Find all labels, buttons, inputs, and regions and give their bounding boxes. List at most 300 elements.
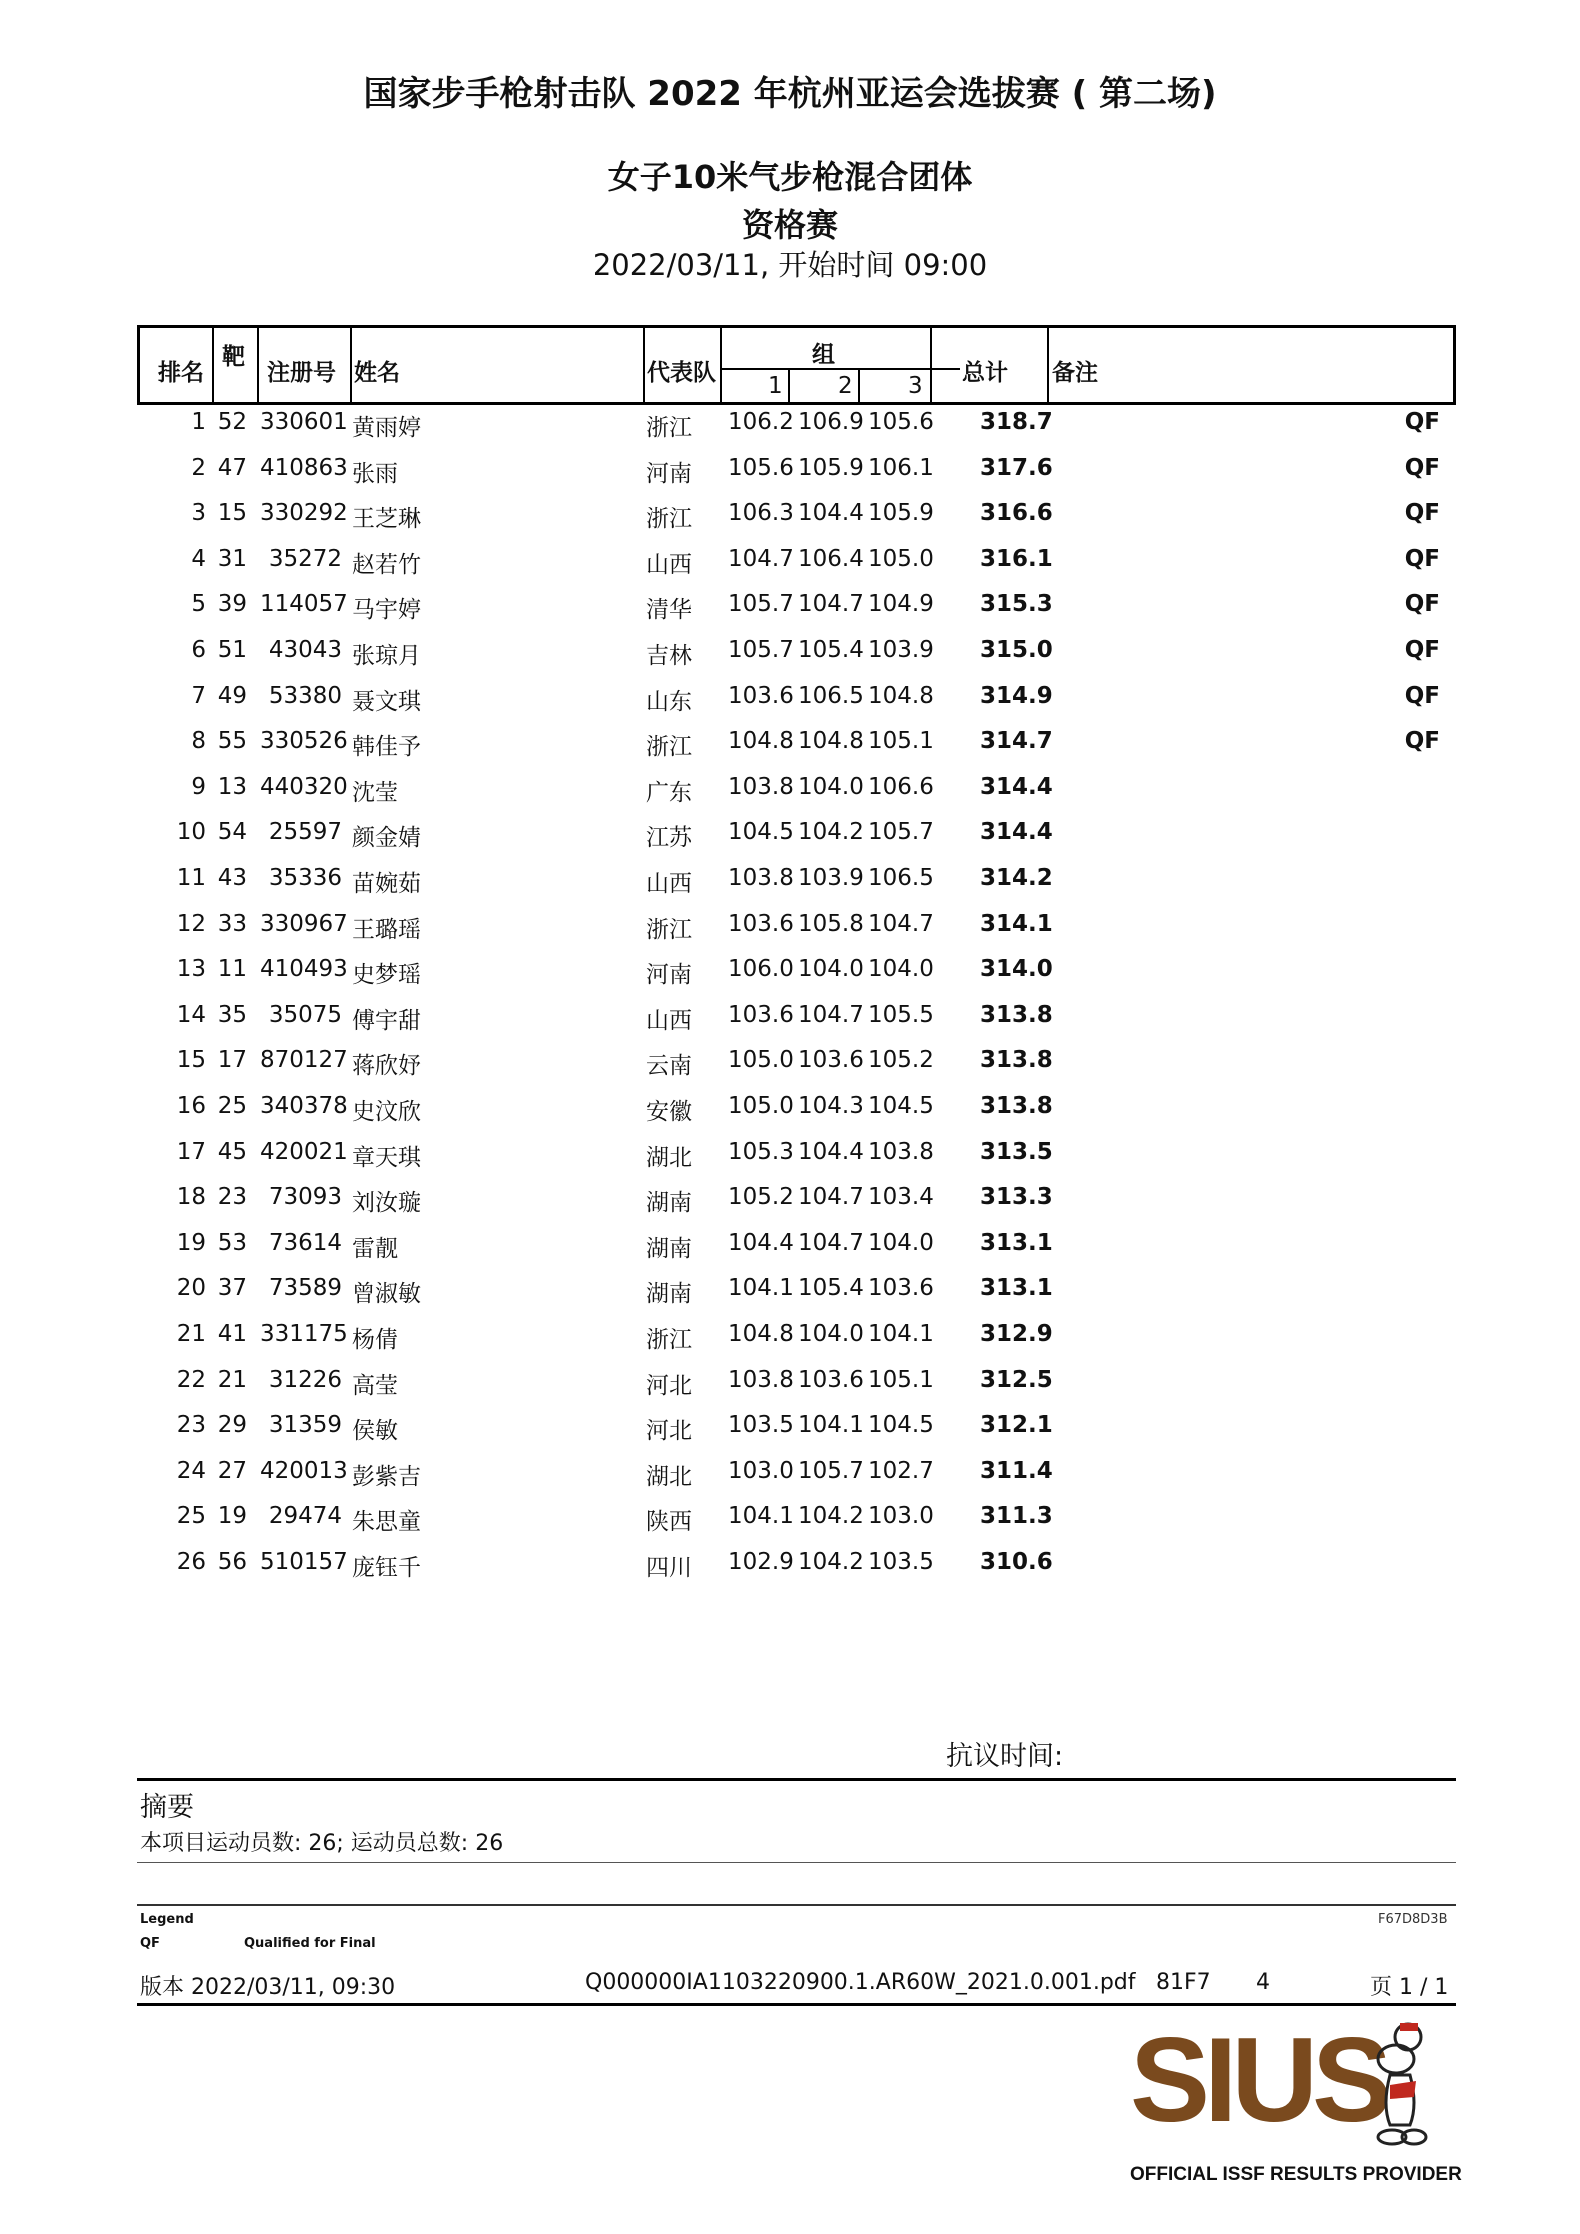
total-stub-line <box>930 368 960 370</box>
cell-reg: 35075 <box>268 1001 342 1028</box>
table-row <box>0 546 1580 591</box>
cell-rank: 4 <box>191 545 206 572</box>
cell-total: 313.8 <box>980 1093 1053 1119</box>
table-row <box>0 500 1580 545</box>
cell-team: 广东 <box>646 779 692 806</box>
cell-total: 311.3 <box>980 1503 1053 1530</box>
footer-version: 版本 2022/03/11, 09:30 <box>140 1975 396 2000</box>
cell-rank: 17 <box>176 1138 206 1165</box>
cell-team: 山东 <box>646 688 692 715</box>
cell-rank: 13 <box>176 956 206 983</box>
cell-s1: 106.0 <box>728 956 794 983</box>
summary-text: 本项目运动员数: 26; 运动员总数: 26 <box>140 1831 504 1856</box>
cell-s2: 106.5 <box>798 682 864 709</box>
cell-reg: 420021 <box>260 1138 348 1165</box>
cell-reg: 31359 <box>268 1412 342 1439</box>
cell-reg: 420013 <box>260 1457 348 1484</box>
cell-name: 蒋欣妤 <box>352 1053 421 1080</box>
cell-s3: 104.1 <box>868 1321 934 1347</box>
cell-bib: 17 <box>217 1047 247 1074</box>
cell-reg: 330526 <box>260 728 348 755</box>
cell-total: 313.5 <box>980 1138 1053 1165</box>
cell-s3: 104.5 <box>868 1093 934 1119</box>
legend-meaning: Qualified for Final <box>244 1936 376 1951</box>
cell-s1: 104.8 <box>728 1321 794 1347</box>
cell-reg: 330601 <box>260 409 348 435</box>
cell-bib: 29 <box>217 1412 247 1439</box>
cell-team: 河南 <box>646 460 692 487</box>
cell-reg: 35272 <box>268 545 342 572</box>
cell-rank: 2 <box>191 454 206 481</box>
cell-remark: QF <box>1404 728 1440 755</box>
table-row <box>0 1139 1580 1184</box>
cell-rank: 6 <box>191 637 206 663</box>
cell-bib: 21 <box>217 1366 247 1393</box>
cell-total: 312.9 <box>980 1321 1053 1347</box>
cell-s2: 106.4 <box>798 545 864 572</box>
cell-total: 310.6 <box>980 1549 1053 1575</box>
cell-remark: QF <box>1404 409 1440 435</box>
header-sub-2: 2 <box>838 373 853 399</box>
table-row <box>0 1549 1580 1594</box>
cell-name: 聂文琪 <box>352 688 421 715</box>
cell-bib: 55 <box>217 728 247 755</box>
table-row <box>0 1367 1580 1412</box>
cell-reg: 53380 <box>268 682 342 709</box>
cell-s2: 103.6 <box>798 1047 864 1074</box>
header-bib: 靶 <box>222 344 245 370</box>
cell-team: 湖北 <box>646 1144 692 1171</box>
cell-name: 杨倩 <box>352 1327 398 1353</box>
cell-s1: 105.2 <box>728 1184 794 1211</box>
table-row <box>0 911 1580 956</box>
table-row <box>0 1321 1580 1366</box>
cell-rank: 3 <box>191 500 206 527</box>
cell-reg: 870127 <box>260 1047 348 1074</box>
cell-bib: 45 <box>217 1138 247 1165</box>
cell-team: 清华 <box>646 597 692 624</box>
cell-s1: 104.7 <box>728 545 794 572</box>
summary-title: 摘要 <box>140 1792 194 1823</box>
header-reg: 注册号 <box>267 360 336 386</box>
cell-s1: 103.8 <box>728 865 794 891</box>
cell-rank: 21 <box>176 1321 206 1347</box>
cell-rank: 8 <box>191 728 206 755</box>
cell-total: 313.8 <box>980 1047 1053 1074</box>
cell-team: 浙江 <box>646 916 692 943</box>
cell-bib: 25 <box>217 1093 247 1119</box>
cell-s1: 105.0 <box>728 1047 794 1074</box>
cell-total: 314.4 <box>980 819 1053 846</box>
table-row <box>0 1230 1580 1275</box>
col-divider <box>930 328 932 402</box>
table-row <box>0 819 1580 864</box>
cell-name: 赵若竹 <box>352 551 421 578</box>
divider <box>137 1778 1456 1781</box>
table-row <box>0 591 1580 636</box>
cell-total: 314.7 <box>980 728 1053 755</box>
table-header <box>137 325 1456 405</box>
cell-s1: 103.5 <box>728 1412 794 1439</box>
cell-bib: 51 <box>217 637 247 663</box>
cell-reg: 510157 <box>260 1549 348 1575</box>
cell-s3: 105.0 <box>868 545 934 572</box>
cell-total: 318.7 <box>980 409 1053 435</box>
cell-rank: 11 <box>176 865 206 891</box>
date-line: 2022/03/11, 开始时间 09:00 <box>592 248 988 282</box>
cell-reg: 35336 <box>268 865 342 891</box>
cell-s3: 105.9 <box>868 500 934 527</box>
cell-s1: 103.8 <box>728 1366 794 1393</box>
cell-s2: 105.8 <box>798 910 864 937</box>
cell-total: 316.6 <box>980 500 1053 527</box>
legend-hash: F67D8D3B <box>1378 1912 1448 1927</box>
cell-total: 314.2 <box>980 865 1053 891</box>
footer-num: 4 <box>1256 1970 1270 1995</box>
cell-total: 315.3 <box>980 591 1053 618</box>
cell-s3: 105.5 <box>868 1001 934 1028</box>
cell-s1: 104.1 <box>728 1503 794 1530</box>
header-total: 总计 <box>962 360 1008 386</box>
cell-team: 河北 <box>646 1418 692 1445</box>
table-row <box>0 774 1580 819</box>
cell-s2: 104.7 <box>798 1184 864 1211</box>
cell-name: 张琼月 <box>352 643 421 669</box>
cell-bib: 27 <box>217 1457 247 1484</box>
cell-s3: 103.4 <box>868 1184 934 1211</box>
cell-team: 湖北 <box>646 1463 692 1490</box>
cell-team: 浙江 <box>646 734 692 761</box>
cell-name: 傅宇甜 <box>352 1007 421 1034</box>
cell-team: 湖南 <box>646 1235 692 1262</box>
col-divider <box>720 328 722 402</box>
cell-s1: 106.3 <box>728 500 794 527</box>
cell-s2: 104.1 <box>798 1412 864 1439</box>
cell-rank: 7 <box>191 682 206 709</box>
cell-s3: 103.9 <box>868 637 934 663</box>
cell-bib: 47 <box>217 454 247 481</box>
cell-s1: 102.9 <box>728 1549 794 1575</box>
cell-s1: 104.1 <box>728 1275 794 1302</box>
cell-reg: 410493 <box>260 956 348 983</box>
mascot-icon <box>1360 2015 1440 2155</box>
header-sub-1: 1 <box>768 373 783 399</box>
footer-page: 页 1 / 1 <box>1370 1975 1449 2000</box>
cell-rank: 9 <box>191 773 206 800</box>
cell-total: 313.1 <box>980 1229 1053 1256</box>
document-title: 国家步手枪射击队 2022 年杭州亚运会选拔赛 ( 第二场) <box>363 74 1217 114</box>
col-divider <box>643 328 645 402</box>
cell-bib: 52 <box>217 409 247 435</box>
cell-bib: 49 <box>217 682 247 709</box>
cell-team: 山西 <box>646 1007 692 1034</box>
cell-total: 313.3 <box>980 1184 1053 1211</box>
cell-name: 颜金婧 <box>352 825 421 852</box>
cell-rank: 15 <box>176 1047 206 1074</box>
cell-s2: 104.2 <box>798 819 864 846</box>
cell-s3: 104.8 <box>868 682 934 709</box>
cell-s3: 105.1 <box>868 728 934 755</box>
cell-s2: 104.7 <box>798 591 864 618</box>
cell-team: 浙江 <box>646 1327 692 1353</box>
cell-s1: 105.0 <box>728 1093 794 1119</box>
cell-name: 曾淑敏 <box>352 1281 421 1308</box>
cell-rank: 25 <box>176 1503 206 1530</box>
cell-name: 史梦瑶 <box>352 962 421 989</box>
stage-name: 资格赛 <box>741 206 838 244</box>
cell-name: 雷靓 <box>352 1235 398 1262</box>
cell-s1: 103.6 <box>728 910 794 937</box>
divider <box>137 1862 1456 1863</box>
cell-s1: 103.8 <box>728 773 794 800</box>
cell-bib: 53 <box>217 1229 247 1256</box>
cell-bib: 31 <box>217 545 247 572</box>
table-row <box>0 1184 1580 1229</box>
cell-s1: 104.4 <box>728 1229 794 1256</box>
cell-s1: 104.5 <box>728 819 794 846</box>
cell-team: 江苏 <box>646 825 692 852</box>
cell-reg: 73589 <box>268 1275 342 1302</box>
cell-bib: 35 <box>217 1001 247 1028</box>
cell-s3: 103.8 <box>868 1138 934 1165</box>
table-row <box>0 728 1580 773</box>
cell-bib: 15 <box>217 500 247 527</box>
cell-team: 云南 <box>646 1053 692 1080</box>
table-row <box>0 637 1580 682</box>
cell-bib: 11 <box>217 956 247 983</box>
cell-total: 314.0 <box>980 956 1053 983</box>
cell-s3: 104.0 <box>868 956 934 983</box>
cell-s2: 105.7 <box>798 1457 864 1484</box>
cell-remark: QF <box>1404 500 1440 527</box>
cell-s3: 103.5 <box>868 1549 934 1575</box>
cell-name: 朱思童 <box>352 1509 421 1536</box>
table-row <box>0 1047 1580 1092</box>
cell-team: 浙江 <box>646 415 692 441</box>
cell-s1: 103.6 <box>728 1001 794 1028</box>
cell-total: 316.1 <box>980 545 1053 572</box>
cell-rank: 26 <box>176 1549 206 1575</box>
cell-name: 王璐瑶 <box>352 916 421 943</box>
cell-s2: 103.9 <box>798 865 864 891</box>
cell-name: 王芝琳 <box>352 506 421 533</box>
cell-s2: 105.4 <box>798 637 864 663</box>
table-row <box>0 409 1580 454</box>
cell-team: 陕西 <box>646 1509 692 1536</box>
cell-name: 史汶欣 <box>352 1099 421 1125</box>
cell-s1: 104.8 <box>728 728 794 755</box>
cell-s2: 104.4 <box>798 500 864 527</box>
cell-reg: 31226 <box>268 1366 342 1393</box>
cell-total: 311.4 <box>980 1457 1053 1484</box>
cell-rank: 1 <box>191 409 206 435</box>
cell-rank: 18 <box>176 1184 206 1211</box>
cell-team: 山西 <box>646 871 692 897</box>
cell-s2: 104.0 <box>798 773 864 800</box>
cell-name: 马宇婷 <box>352 597 421 624</box>
cell-s2: 105.4 <box>798 1275 864 1302</box>
cell-rank: 19 <box>176 1229 206 1256</box>
cell-total: 315.0 <box>980 637 1053 663</box>
cell-s2: 104.4 <box>798 1138 864 1165</box>
cell-remark: QF <box>1404 545 1440 572</box>
header-team: 代表队 <box>647 360 716 386</box>
cell-s2: 105.9 <box>798 454 864 481</box>
cell-reg: 73614 <box>268 1229 342 1256</box>
cell-reg: 330967 <box>260 910 348 937</box>
cell-s2: 106.9 <box>798 409 864 435</box>
table-row <box>0 865 1580 910</box>
cell-s2: 104.8 <box>798 728 864 755</box>
cell-total: 314.4 <box>980 773 1053 800</box>
cell-remark: QF <box>1404 682 1440 709</box>
cell-s3: 106.6 <box>868 773 934 800</box>
cell-s3: 105.1 <box>868 1366 934 1393</box>
cell-team: 河北 <box>646 1372 692 1399</box>
cell-reg: 340378 <box>260 1093 348 1119</box>
cell-team: 山西 <box>646 551 692 578</box>
cell-total: 313.1 <box>980 1275 1053 1302</box>
cell-reg: 410863 <box>260 454 348 481</box>
header-name: 姓名 <box>354 360 400 386</box>
cell-bib: 37 <box>217 1275 247 1302</box>
cell-name: 张雨 <box>352 460 398 487</box>
table-row <box>0 1002 1580 1047</box>
cell-reg: 331175 <box>260 1321 348 1347</box>
cell-total: 314.9 <box>980 682 1053 709</box>
sub-divider <box>858 368 860 402</box>
header-sub-3: 3 <box>908 373 923 399</box>
cell-team: 湖南 <box>646 1190 692 1217</box>
cell-s3: 102.7 <box>868 1457 934 1484</box>
cell-s2: 104.7 <box>798 1229 864 1256</box>
cell-rank: 16 <box>176 1093 206 1119</box>
cell-rank: 5 <box>191 591 206 618</box>
cell-rank: 10 <box>176 819 206 846</box>
cell-s1: 105.7 <box>728 637 794 663</box>
cell-bib: 13 <box>217 773 247 800</box>
cell-s2: 104.3 <box>798 1093 864 1119</box>
cell-reg: 330292 <box>260 500 348 527</box>
cell-name: 章天琪 <box>352 1144 421 1171</box>
cell-total: 314.1 <box>980 910 1053 937</box>
cell-s1: 103.0 <box>728 1457 794 1484</box>
cell-name: 黄雨婷 <box>352 415 421 441</box>
cell-team: 吉林 <box>646 643 692 669</box>
cell-bib: 43 <box>217 865 247 891</box>
cell-s3: 105.7 <box>868 819 934 846</box>
cell-reg: 25597 <box>268 819 342 846</box>
cell-s3: 104.7 <box>868 910 934 937</box>
cell-bib: 19 <box>217 1503 247 1530</box>
cell-reg: 440320 <box>260 773 348 800</box>
cell-bib: 54 <box>217 819 247 846</box>
cell-reg: 29474 <box>268 1503 342 1530</box>
cell-s3: 103.6 <box>868 1275 934 1302</box>
cell-reg: 114057 <box>260 591 348 618</box>
cell-rank: 14 <box>176 1001 206 1028</box>
cell-bib: 23 <box>217 1184 247 1211</box>
cell-team: 四川 <box>646 1555 692 1581</box>
cell-total: 313.8 <box>980 1001 1053 1028</box>
cell-s3: 106.5 <box>868 865 934 891</box>
sius-logo-text: SIUS <box>1130 2013 1387 2147</box>
cell-s3: 103.0 <box>868 1503 934 1530</box>
cell-s2: 104.0 <box>798 956 864 983</box>
cell-name: 刘汝璇 <box>352 1190 421 1217</box>
cell-s2: 104.0 <box>798 1321 864 1347</box>
sub-divider <box>788 368 790 402</box>
cell-name: 苗婉茹 <box>352 871 421 897</box>
divider <box>137 2003 1456 2006</box>
cell-s1: 105.3 <box>728 1138 794 1165</box>
cell-remark: QF <box>1404 591 1440 618</box>
cell-remark: QF <box>1404 454 1440 481</box>
table-row <box>0 683 1580 728</box>
cell-team: 湖南 <box>646 1281 692 1308</box>
cell-name: 侯敏 <box>352 1418 398 1445</box>
cell-reg: 43043 <box>268 637 342 663</box>
table-row <box>0 455 1580 500</box>
col-divider <box>212 328 214 402</box>
cell-s3: 106.1 <box>868 454 934 481</box>
cell-rank: 20 <box>176 1275 206 1302</box>
cell-s3: 104.5 <box>868 1412 934 1439</box>
cell-name: 庞钰千 <box>352 1555 421 1581</box>
table-row <box>0 956 1580 1001</box>
table-row <box>0 1412 1580 1457</box>
cell-s2: 104.2 <box>798 1549 864 1575</box>
cell-s3: 105.2 <box>868 1047 934 1074</box>
legend-title: Legend <box>140 1912 194 1927</box>
cell-bib: 33 <box>217 910 247 937</box>
cell-s1: 105.7 <box>728 591 794 618</box>
cell-rank: 24 <box>176 1457 206 1484</box>
cell-rank: 12 <box>176 910 206 937</box>
footer-file: Q000000IA1103220900.1.AR60W_2021.0.001.pdf <box>585 1970 1136 1995</box>
legend-code: QF <box>140 1936 160 1951</box>
col-divider <box>257 328 259 402</box>
header-group: 组 <box>812 342 835 368</box>
protest-time-label: 抗议时间: <box>946 1741 1064 1772</box>
col-divider <box>1047 328 1049 402</box>
cell-name: 沈莹 <box>352 779 398 806</box>
cell-name: 彭紫吉 <box>352 1463 421 1490</box>
cell-total: 312.5 <box>980 1366 1053 1393</box>
cell-bib: 56 <box>217 1549 247 1575</box>
event-name: 女子10米气步枪混合团体 <box>607 158 973 196</box>
table-row <box>0 1093 1580 1138</box>
cell-s1: 105.6 <box>728 454 794 481</box>
cell-s3: 105.6 <box>868 409 934 435</box>
divider <box>137 1904 1456 1906</box>
cell-team: 河南 <box>646 962 692 989</box>
cell-name: 高莹 <box>352 1372 398 1399</box>
cell-team: 安徽 <box>646 1099 692 1125</box>
cell-bib: 39 <box>217 591 247 618</box>
cell-s2: 104.7 <box>798 1001 864 1028</box>
cell-rank: 23 <box>176 1412 206 1439</box>
cell-s1: 106.2 <box>728 409 794 435</box>
cell-remark: QF <box>1404 637 1440 663</box>
cell-s3: 104.9 <box>868 591 934 618</box>
footer-code: 81F7 <box>1156 1970 1211 1995</box>
cell-s1: 103.6 <box>728 682 794 709</box>
cell-name: 韩佳予 <box>352 734 421 761</box>
header-remarks: 备注 <box>1052 360 1098 386</box>
cell-s2: 103.6 <box>798 1366 864 1393</box>
table-row <box>0 1503 1580 1548</box>
